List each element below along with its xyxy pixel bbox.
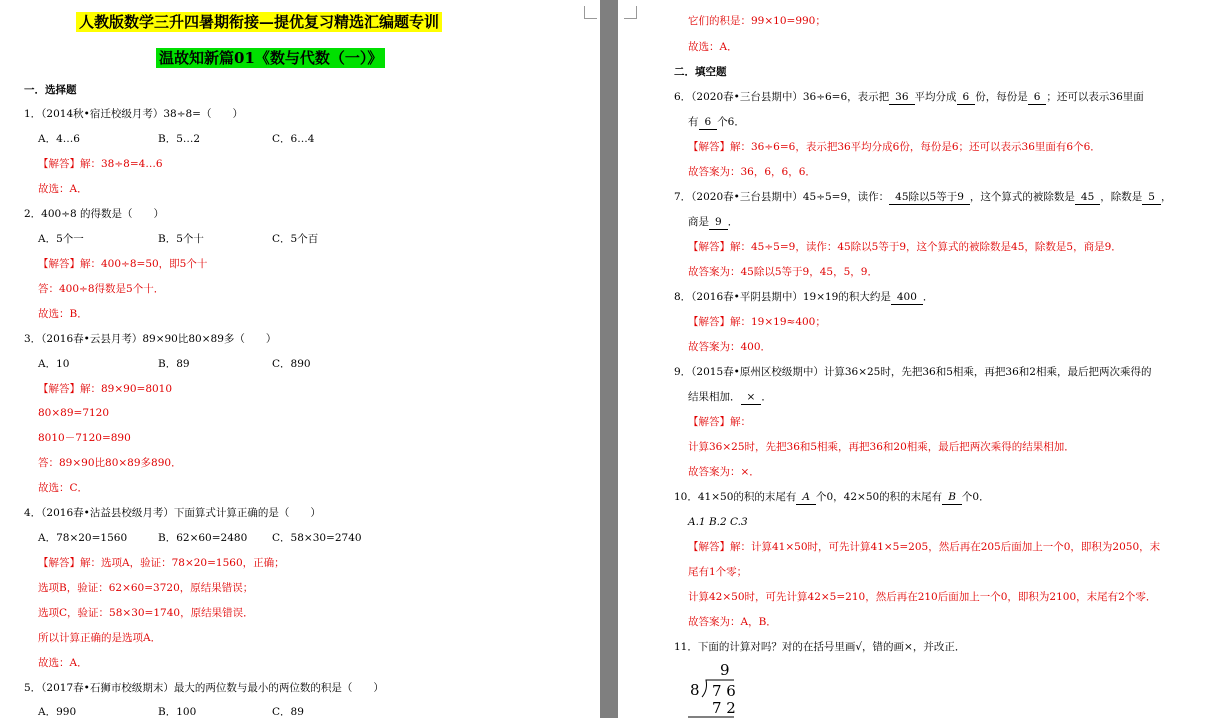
question-11-stem: 11．下面的计算对吗？对的在括号里画√，错的画×，并改正． (674, 641, 966, 653)
question-4-option-c: C．58×30=2740 (272, 532, 362, 544)
question-5-answer-continued: 它们的积是：99×10=990； (688, 15, 826, 27)
question-3-answer: 【解答】解：89×90=8010 (38, 383, 173, 395)
blank-answer: 45 (1075, 190, 1100, 205)
question-10-answer-line-2: 尾有1个零； (688, 566, 748, 578)
question-2-option-c: C．5个百 (272, 233, 319, 245)
blank-answer: B (942, 490, 962, 505)
question-3-answer-line-2: 80×89=7120 (38, 407, 110, 419)
document-subtitle: 温故知新篇01《数与代数（一）》 (156, 48, 385, 70)
question-9-answer: 【解答】解： (688, 416, 751, 428)
question-7-final: 故答案为：45除以5等于9，45，5，9． (688, 266, 878, 278)
question-5-option-c: C．89 (272, 706, 304, 718)
question-4-option-a: A．78×20=1560 (38, 532, 128, 544)
question-3-option-c: C．890 (272, 358, 311, 370)
question-8-answer: 【解答】解：19×19≈400； (688, 316, 826, 328)
question-7-answer: 【解答】解：45÷5=9，读作：45除以5等于9，这个算式的被除数是45，除数是5，商是9． (688, 241, 1122, 253)
question-4-choice: 故选：A． (38, 657, 88, 669)
question-9-final: 故答案为：×． (688, 466, 760, 478)
section-heading-choice: 一．选择题 (24, 84, 77, 96)
question-1-stem: 1．（2014秋•宿迁校级月考）38÷8=（ ） (24, 108, 243, 120)
question-5-choice: 故选：A． (688, 41, 738, 53)
question-1-option-b: B．5…2 (158, 133, 201, 145)
question-2-option-a: A．5个一 (38, 233, 84, 245)
blank-answer: A (796, 490, 816, 505)
question-4-answer-line-3: 选项C，验证：58×30=1740，原结果错误． (38, 607, 254, 619)
question-10-answer: 【解答】解：计算41×50时，可先计算41×5=205，然后再在205后面加上一个0，即积为2050，末 (688, 541, 1161, 553)
question-1-option-c: C．6…4 (272, 133, 315, 145)
question-7-stem-line-2: 商是 9 ． (688, 216, 739, 228)
question-5-stem: 5．（2017春•石狮市校级期末）最大的两位数与最小的两位数的积是（ ） (24, 682, 384, 694)
blank-answer: × (741, 390, 762, 405)
question-1-option-a: A．4…6 (38, 133, 80, 145)
question-1-answer: 【解答】解：38÷8=4…6 (38, 158, 163, 170)
question-2-answer: 【解答】解：400÷8=50，即5个十 (38, 258, 208, 270)
question-4-stem: 4．（2016春•沾益县校级月考）下面算式计算正确的是（ ） (24, 507, 321, 519)
blank-answer: 6 (699, 115, 718, 130)
question-6-stem: 6．（2020春•三台县期中）36÷6=6，表示把 36 平均分成 6 份，每份是 6 ；还可以表示36里面 (674, 91, 1144, 103)
question-9-answer-line-2: 计算36×25时，先把36和5相乘，再把36和20相乘，最后把两次乘得的结果相加． (688, 441, 1075, 453)
document-title: 人教版数学三升四暑期衔接—提优复习精选汇编题专训 (76, 12, 442, 34)
question-10-final: 故答案为：A，B． (688, 616, 777, 628)
question-5-option-b: B．100 (158, 706, 197, 718)
question-10-stem: 10．41×50的积的末尾有 A 个0，42×50的积的末尾有 B 个0． (674, 491, 990, 503)
question-2-choice: 故选：B． (38, 308, 88, 320)
question-6-final: 故答案为：36，6，6，6． (688, 166, 816, 178)
question-4-option-b: B．62×60=2480 (158, 532, 248, 544)
question-4-answer-line-4: 所以计算正确的是选项A． (38, 632, 162, 644)
question-4-answer: 【解答】解：选项A，验证：78×20=1560，正确； (38, 557, 285, 569)
blank-answer: 45除以5等于9 (889, 190, 970, 205)
question-4-answer-line-2: 选项B，验证：62×60=3720，原结果错误； (38, 582, 254, 594)
question-2-stem: 2．400÷8 的得数是（ ） (24, 208, 165, 220)
division-divisor: 8 (690, 681, 700, 699)
division-quotient: 9 (720, 661, 730, 679)
question-9-stem: 9．（2015春•原州区校级期中）计算36×25时，先把36和5相乘，再把36和2相乘，最后把两次乘得的 (674, 366, 1152, 378)
division-product: 7 2 (712, 699, 736, 717)
long-division-figure (688, 662, 748, 718)
question-3-answer-line-4: 答：89×90比80×89多890． (38, 457, 182, 469)
question-2-option-b: B．5个十 (158, 233, 204, 245)
question-3-choice: 故选：C． (38, 482, 89, 494)
question-8-stem: 8．（2016春•平阴县期中）19×19的积大约是 400 ． (674, 291, 934, 303)
blank-answer: 6 (1028, 90, 1047, 105)
question-2-answer-line-2: 答：400÷8得数是5个十． (38, 283, 165, 295)
right-document-page (618, 0, 1210, 718)
section-heading-fill-in: 二．填空题 (674, 66, 727, 78)
question-3-option-a: A．10 (38, 358, 70, 370)
question-10-options: A.1 B.2 C.3 (688, 516, 748, 528)
question-3-stem: 3．（2016春•云县月考）89×90比80×89多（ ） (24, 333, 277, 345)
page-corner-mark (624, 6, 637, 19)
question-10-answer-line-3: 计算42×50时，可先计算42×5=210，然后再在210后面加上一个0，即积为2100，末尾有2个零． (688, 591, 1157, 603)
blank-answer: 6 (957, 90, 976, 105)
question-8-final: 故答案为：400． (688, 341, 772, 353)
division-dividend: 7 6 (712, 682, 736, 700)
question-7-stem: 7．（2020春•三台县期中）45÷5=9，读作： 45除以5等于9 ，这个算式的被除数是 45 ，除数是 5 ， (674, 191, 1172, 203)
question-3-option-b: B．89 (158, 358, 190, 370)
question-1-choice: 故选：A． (38, 183, 88, 195)
page-corner-mark (584, 6, 597, 19)
blank-answer: 36 (889, 90, 914, 105)
blank-answer: 400 (891, 290, 923, 305)
question-3-answer-line-3: 8010－7120=890 (38, 432, 131, 444)
question-5-option-a: A．990 (38, 706, 77, 718)
blank-answer: 9 (709, 215, 728, 230)
question-9-stem-line-2: 结果相加． × ． (688, 391, 772, 403)
question-6-stem-line-2: 有 6 个6． (688, 116, 745, 128)
question-6-answer: 【解答】解：36÷6=6，表示把36平均分成6份，每份是6；还可以表示36里面有6个6． (688, 141, 1101, 153)
left-document-page (0, 0, 600, 718)
blank-answer: 5 (1142, 190, 1161, 205)
